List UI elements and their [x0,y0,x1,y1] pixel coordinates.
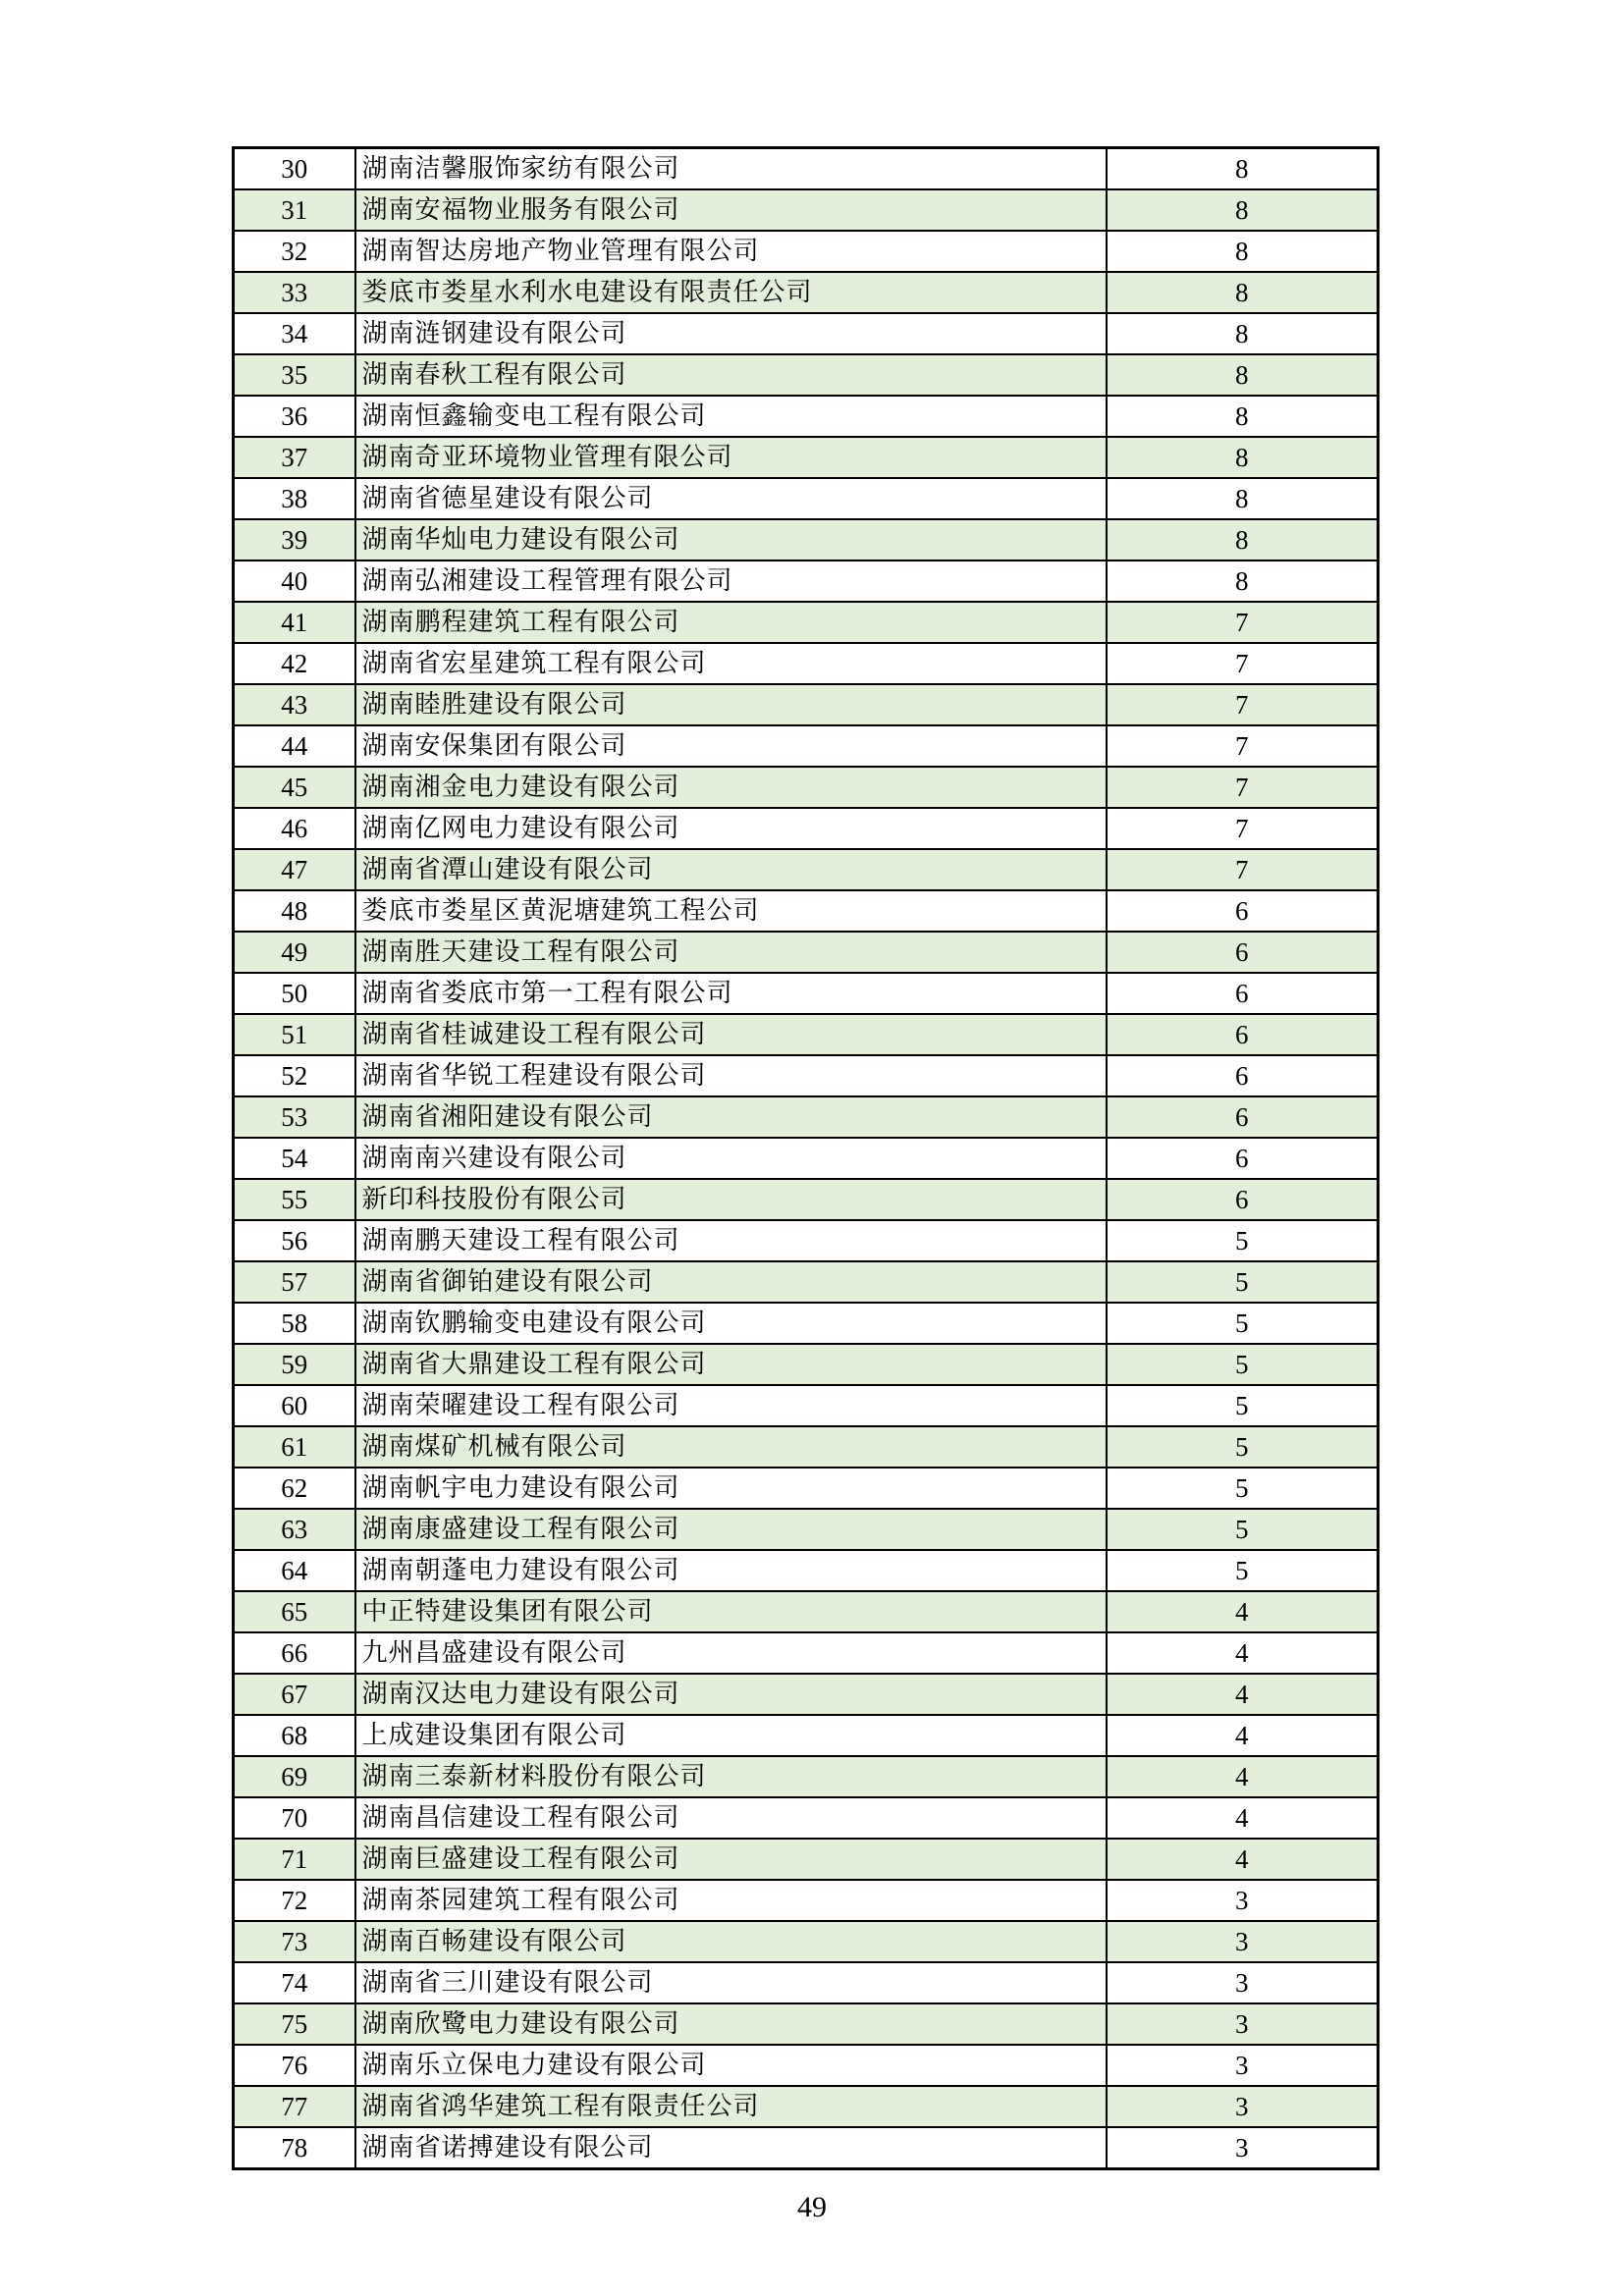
row-count: 4 [1107,1591,1379,1632]
row-number: 75 [234,2003,355,2045]
company-name: 湖南巨盛建设工程有限公司 [355,1839,1107,1880]
company-name: 湖南荣曜建设工程有限公司 [355,1385,1107,1426]
table-row [234,561,1379,602]
row-number: 52 [234,1055,355,1096]
row-number: 66 [234,1632,355,1674]
row-count: 7 [1107,849,1379,890]
company-name: 湖南康盛建设工程有限公司 [355,1509,1107,1550]
row-number: 60 [234,1385,355,1426]
row-number: 36 [234,396,355,437]
table-row [234,2086,1379,2127]
table-row [234,1179,1379,1220]
company-name: 湖南涟钢建设有限公司 [355,313,1107,354]
row-count: 5 [1107,1220,1379,1261]
row-number: 35 [234,354,355,396]
row-number: 54 [234,1138,355,1179]
row-count: 8 [1107,189,1379,231]
row-count: 6 [1107,890,1379,932]
table-row [234,1220,1379,1261]
row-count: 8 [1107,437,1379,478]
table-row [234,808,1379,849]
row-number: 37 [234,437,355,478]
row-number: 41 [234,602,355,643]
row-number: 39 [234,519,355,561]
row-number: 33 [234,272,355,313]
table-row [234,354,1379,396]
table-row [234,767,1379,808]
company-name: 九州昌盛建设有限公司 [355,1632,1107,1674]
row-count: 6 [1107,973,1379,1014]
row-number: 58 [234,1303,355,1344]
row-count: 7 [1107,602,1379,643]
row-number: 73 [234,1921,355,1962]
company-name: 湖南三泰新材料股份有限公司 [355,1756,1107,1797]
row-number: 47 [234,849,355,890]
row-count: 5 [1107,1261,1379,1303]
page-number: 49 [797,2191,827,2223]
table-row [234,437,1379,478]
row-number: 50 [234,973,355,1014]
row-count: 5 [1107,1426,1379,1468]
row-count: 3 [1107,2045,1379,2086]
row-number: 63 [234,1509,355,1550]
table-row [234,1550,1379,1591]
row-count: 5 [1107,1344,1379,1385]
table-row [234,1632,1379,1674]
company-name: 湖南洁馨服饰家纺有限公司 [355,148,1107,190]
table-row [234,1261,1379,1303]
row-number: 64 [234,1550,355,1591]
table-row [234,1921,1379,1962]
table-row [234,2127,1379,2169]
row-number: 38 [234,478,355,519]
row-count: 4 [1107,1839,1379,1880]
table-body [234,148,1379,2169]
company-name: 湖南省宏星建筑工程有限公司 [355,643,1107,684]
row-number: 72 [234,1880,355,1921]
table-row [234,1962,1379,2003]
company-name: 新印科技股份有限公司 [355,1179,1107,1220]
table-row [234,932,1379,973]
row-number: 31 [234,189,355,231]
table-row [234,1509,1379,1550]
row-count: 4 [1107,1674,1379,1715]
company-name: 湖南省德星建设有限公司 [355,478,1107,519]
row-count: 8 [1107,272,1379,313]
table-row [234,1756,1379,1797]
company-name: 中正特建设集团有限公司 [355,1591,1107,1632]
company-name: 湖南省娄底市第一工程有限公司 [355,973,1107,1014]
company-name: 湖南弘湘建设工程管理有限公司 [355,561,1107,602]
table-row [234,396,1379,437]
table-row [234,643,1379,684]
company-name: 湖南胜天建设工程有限公司 [355,932,1107,973]
table-row [234,1880,1379,1921]
row-number: 45 [234,767,355,808]
row-number: 68 [234,1715,355,1756]
row-number: 42 [234,643,355,684]
company-name: 湖南省鸿华建筑工程有限责任公司 [355,2086,1107,2127]
table-row [234,1839,1379,1880]
row-count: 8 [1107,354,1379,396]
row-number: 61 [234,1426,355,1468]
company-name: 湖南安保集团有限公司 [355,725,1107,767]
table-row [234,684,1379,725]
table-row [234,478,1379,519]
company-name: 湖南朝蓬电力建设有限公司 [355,1550,1107,1591]
row-count: 3 [1107,2127,1379,2169]
table-row [234,849,1379,890]
table-row [234,973,1379,1014]
row-count: 4 [1107,1756,1379,1797]
row-count: 5 [1107,1550,1379,1591]
table-row [234,1014,1379,1055]
company-name: 娄底市娄星区黄泥塘建筑工程公司 [355,890,1107,932]
table-row [234,1385,1379,1426]
table-row [234,231,1379,272]
row-count: 8 [1107,313,1379,354]
row-count: 3 [1107,1962,1379,2003]
company-name: 湖南省大鼎建设工程有限公司 [355,1344,1107,1385]
table-row [234,1715,1379,1756]
company-name: 湖南春秋工程有限公司 [355,354,1107,396]
company-name: 湖南湘金电力建设有限公司 [355,767,1107,808]
company-name: 湖南省诺搏建设有限公司 [355,2127,1107,2169]
row-count: 6 [1107,1014,1379,1055]
company-name: 湖南睦胜建设有限公司 [355,684,1107,725]
table-row [234,602,1379,643]
row-number: 78 [234,2127,355,2169]
row-number: 56 [234,1220,355,1261]
company-name: 湖南省桂诚建设工程有限公司 [355,1014,1107,1055]
row-number: 48 [234,890,355,932]
row-count: 8 [1107,231,1379,272]
row-count: 7 [1107,684,1379,725]
company-name: 湖南南兴建设有限公司 [355,1138,1107,1179]
table-row [234,1055,1379,1096]
row-number: 43 [234,684,355,725]
company-name: 湖南安福物业服务有限公司 [355,189,1107,231]
company-name: 湖南欣鹭电力建设有限公司 [355,2003,1107,2045]
row-count: 5 [1107,1385,1379,1426]
table-row [234,725,1379,767]
table-row [234,1797,1379,1839]
company-name: 湖南恒鑫输变电工程有限公司 [355,396,1107,437]
row-count: 7 [1107,808,1379,849]
row-number: 53 [234,1096,355,1138]
row-count: 7 [1107,725,1379,767]
table-row [234,313,1379,354]
row-number: 69 [234,1756,355,1797]
table-row [234,2045,1379,2086]
company-name: 娄底市娄星水利水电建设有限责任公司 [355,272,1107,313]
row-count: 3 [1107,2003,1379,2045]
row-number: 46 [234,808,355,849]
row-number: 65 [234,1591,355,1632]
table-row [234,148,1379,190]
company-name: 湖南奇亚环境物业管理有限公司 [355,437,1107,478]
company-name: 湖南茶园建筑工程有限公司 [355,1880,1107,1921]
row-number: 51 [234,1014,355,1055]
table-row [234,1138,1379,1179]
company-name: 湖南省三川建设有限公司 [355,1962,1107,2003]
company-name: 湖南汉达电力建设有限公司 [355,1674,1107,1715]
row-count: 3 [1107,1880,1379,1921]
row-number: 76 [234,2045,355,2086]
row-number: 49 [234,932,355,973]
table-row [234,1303,1379,1344]
row-number: 55 [234,1179,355,1220]
row-number: 32 [234,231,355,272]
company-name: 湖南煤矿机械有限公司 [355,1426,1107,1468]
row-count: 6 [1107,932,1379,973]
company-name: 上成建设集团有限公司 [355,1715,1107,1756]
company-name: 湖南鹏程建筑工程有限公司 [355,602,1107,643]
table-row [234,2003,1379,2045]
row-count: 5 [1107,1468,1379,1509]
company-name: 湖南鹏天建设工程有限公司 [355,1220,1107,1261]
row-number: 74 [234,1962,355,2003]
table-row [234,272,1379,313]
table-row [234,1674,1379,1715]
row-count: 4 [1107,1632,1379,1674]
row-number: 59 [234,1344,355,1385]
row-count: 6 [1107,1138,1379,1179]
company-name: 湖南省潭山建设有限公司 [355,849,1107,890]
row-count: 5 [1107,1509,1379,1550]
table-row [234,1468,1379,1509]
row-count: 6 [1107,1055,1379,1096]
row-count: 4 [1107,1797,1379,1839]
company-name: 湖南亿网电力建设有限公司 [355,808,1107,849]
row-count: 8 [1107,478,1379,519]
row-count: 3 [1107,1921,1379,1962]
row-number: 57 [234,1261,355,1303]
company-table [232,146,1380,2170]
table-row [234,1096,1379,1138]
row-count: 7 [1107,767,1379,808]
company-name: 湖南华灿电力建设有限公司 [355,519,1107,561]
row-number: 77 [234,2086,355,2127]
row-number: 70 [234,1797,355,1839]
row-number: 71 [234,1839,355,1880]
row-count: 7 [1107,643,1379,684]
company-name: 湖南省华锐工程建设有限公司 [355,1055,1107,1096]
row-number: 34 [234,313,355,354]
row-number: 44 [234,725,355,767]
company-name: 湖南百畅建设有限公司 [355,1921,1107,1962]
company-name: 湖南帆宇电力建设有限公司 [355,1468,1107,1509]
row-count: 4 [1107,1715,1379,1756]
row-count: 5 [1107,1303,1379,1344]
table-row [234,1591,1379,1632]
row-number: 30 [234,148,355,190]
row-count: 6 [1107,1096,1379,1138]
row-count: 8 [1107,148,1379,190]
company-name: 湖南省湘阳建设有限公司 [355,1096,1107,1138]
table-row [234,519,1379,561]
company-name: 湖南乐立保电力建设有限公司 [355,2045,1107,2086]
row-number: 40 [234,561,355,602]
row-count: 8 [1107,396,1379,437]
row-count: 8 [1107,519,1379,561]
row-count: 8 [1107,561,1379,602]
company-name: 湖南省御铂建设有限公司 [355,1261,1107,1303]
company-name: 湖南智达房地产物业管理有限公司 [355,231,1107,272]
table-row [234,1426,1379,1468]
table-row [234,890,1379,932]
company-name: 湖南昌信建设工程有限公司 [355,1797,1107,1839]
company-name: 湖南钦鹏输变电建设有限公司 [355,1303,1107,1344]
table-row [234,189,1379,231]
row-number: 67 [234,1674,355,1715]
row-count: 6 [1107,1179,1379,1220]
row-number: 62 [234,1468,355,1509]
row-count: 3 [1107,2086,1379,2127]
table-row [234,1344,1379,1385]
